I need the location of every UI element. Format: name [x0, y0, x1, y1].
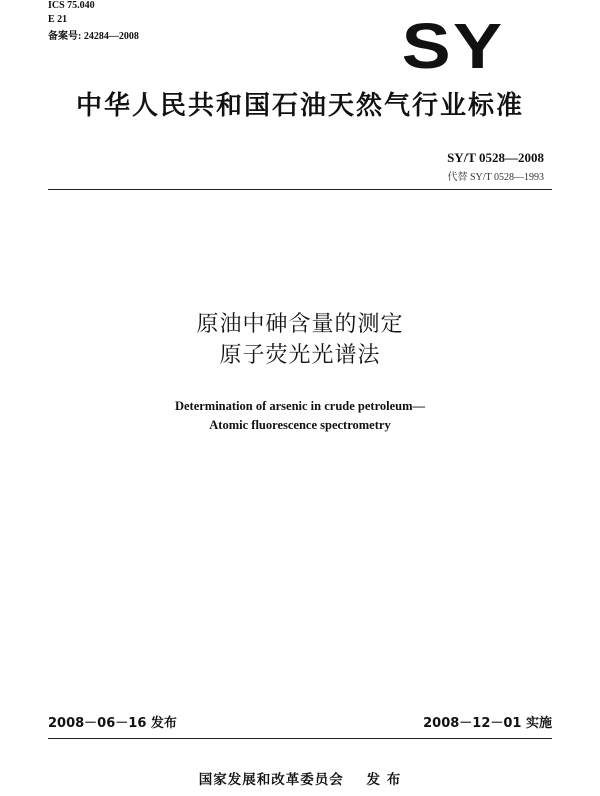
ccs-code: E 21: [48, 14, 68, 25]
record-number: 备案号: 24284—2008: [48, 31, 139, 42]
standard-number: SY/T 0528—2008: [447, 150, 544, 165]
replaces-standard: 代替 SY/T 0528—1993: [447, 172, 544, 183]
implementation-date: 2008－12－01 实施: [423, 716, 552, 731]
chinese-title-line2: 原子荧光光谱法: [219, 343, 381, 368]
top-divider: [48, 189, 552, 190]
publisher: 国家发展和改革委员会 发 布: [198, 772, 402, 788]
sy-logo: SY: [401, 10, 504, 82]
issue-date: 2008－06－16 发布: [48, 716, 177, 731]
english-title-line1: Determination of arsenic in crude petroleum—: [174, 399, 426, 413]
bottom-divider: [48, 738, 552, 739]
industry-standard-title: 中华人民共和国石油天然气行业标准: [75, 91, 524, 121]
english-title-line2: Atomic fluorescence spectrometry: [209, 418, 391, 432]
ics-code: ICS 75.040: [48, 0, 95, 11]
chinese-title-line1: 原油中砷含量的测定: [196, 312, 404, 337]
